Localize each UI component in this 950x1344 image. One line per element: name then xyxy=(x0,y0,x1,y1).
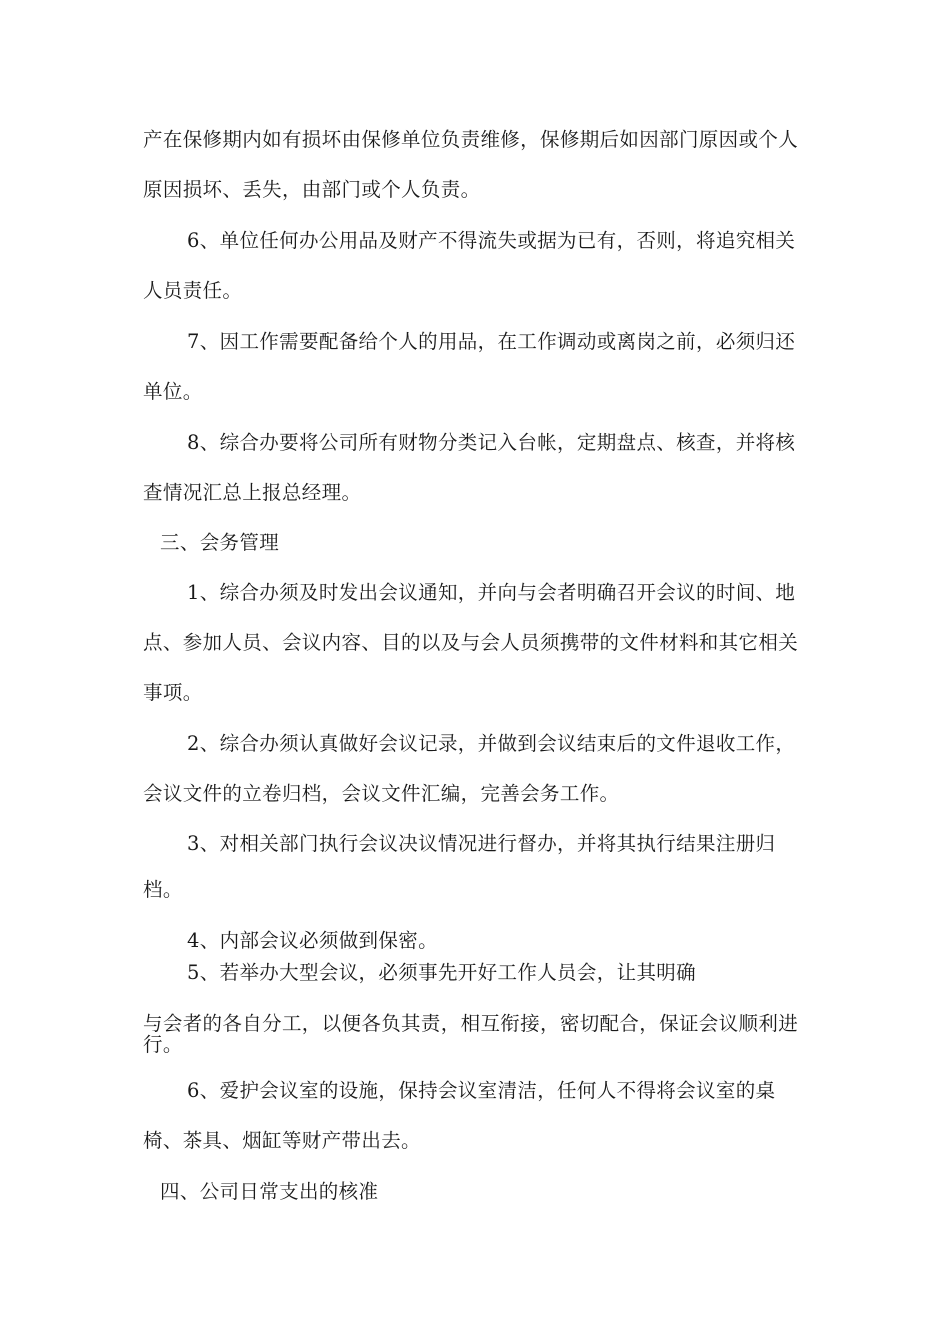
paragraph-line: 单位。 xyxy=(143,380,203,403)
section-heading: 三、会务管理 xyxy=(160,531,280,554)
paragraph-line: 6、单位任何办公用品及财产不得流失或据为已有，否则，将追究相关 xyxy=(187,229,796,252)
paragraph-line: 产在保修期内如有损坏由保修单位负责维修，保修期后如因部门原因或个人 xyxy=(143,128,799,151)
paragraph-line: 1、综合办须及时发出会议通知，并向与会者明确召开会议的时间、地 xyxy=(187,581,796,604)
paragraph-line: 5、若举办大型会议，必须事先开好工作人员会，让其明确 xyxy=(187,961,697,984)
paragraph-line: 人员责任。 xyxy=(143,279,243,302)
paragraph-line: 8、综合办要将公司所有财物分类记入台帐，定期盘点、核查，并将核 xyxy=(187,431,796,454)
paragraph-line: 会议文件的立卷归档，会议文件汇编，完善会务工作。 xyxy=(143,782,620,805)
paragraph-line: 查情况汇总上报总经理。 xyxy=(143,481,362,504)
paragraph-line: 椅、茶具、烟缸等财产带出去。 xyxy=(143,1129,421,1152)
paragraph-line: 7、因工作需要配备给个人的用品，在工作调动或离岗之前，必须归还 xyxy=(187,330,796,353)
paragraph-line: 事项。 xyxy=(143,681,203,704)
paragraph-line: 3、对相关部门执行会议决议情况进行督办，并将其执行结果注册归 xyxy=(187,832,776,855)
paragraph-line: 与会者的各自分工，以便各负其责，相互衔接，密切配合，保证会议顺利进 xyxy=(143,1012,799,1035)
paragraph-line: 行。 xyxy=(143,1033,183,1056)
paragraph-line: 4、内部会议必须做到保密。 xyxy=(187,929,438,952)
paragraph-line: 2、综合办须认真做好会议记录，并做到会议结束后的文件退收工作， xyxy=(187,732,796,755)
paragraph-line: 点、参加人员、会议内容、目的以及与会人员须携带的文件材料和其它相关 xyxy=(143,631,799,654)
paragraph-line: 档。 xyxy=(143,878,183,901)
paragraph-line: 6、爱护会议室的设施，保持会议室清洁，任何人不得将会议室的桌 xyxy=(187,1079,776,1102)
paragraph-line: 原因损坏、丢失，由部门或个人负责。 xyxy=(143,178,481,201)
section-heading: 四、公司日常支出的核准 xyxy=(160,1180,379,1203)
